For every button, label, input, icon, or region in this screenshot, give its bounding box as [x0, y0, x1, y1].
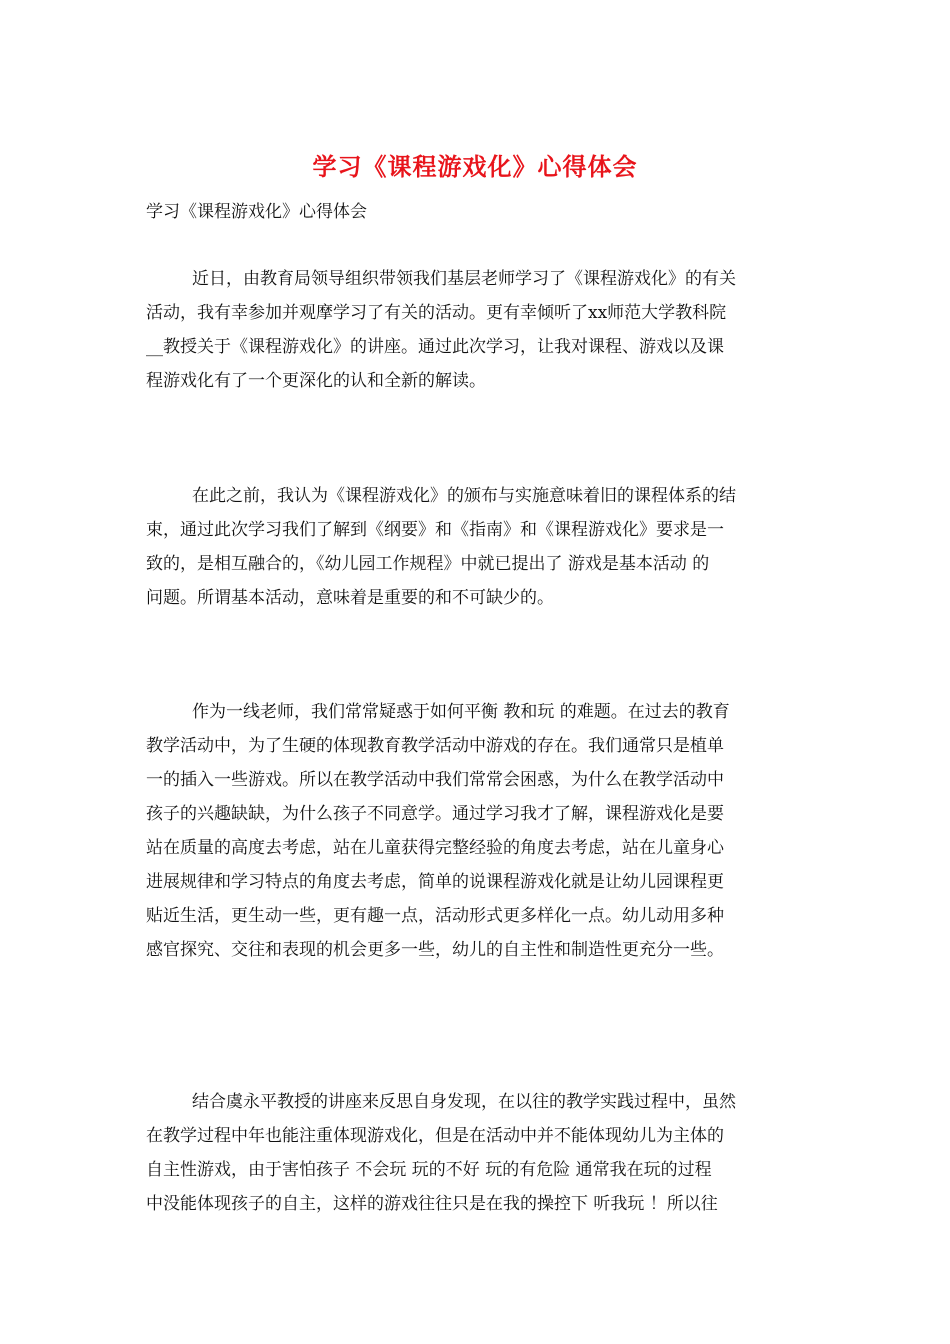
paragraph-line: 近日，由教育局领导组织带领我们基层老师学习了《课程游戏化》的有关	[192, 269, 736, 289]
paragraph-line: 站在质量的高度去考虑，站在儿童获得完整经验的角度去考虑，站在儿童身心	[146, 838, 724, 858]
paragraph-line: 作为一线老师，我们常常疑惑于如何平衡 教和玩 的难题。在过去的教育	[192, 702, 730, 722]
paragraph-line: 在此之前，我认为《课程游戏化》的颁布与实施意味着旧的课程体系的结	[192, 486, 736, 506]
paragraph-line: 程游戏化有了一个更深化的认和全新的解读。	[146, 371, 486, 391]
paragraph-line: 教学活动中，为了生硬的体现教育教学活动中游戏的存在。我们通常只是植单	[146, 736, 724, 756]
document-subtitle: 学习《课程游戏化》心得体会	[146, 202, 367, 222]
paragraph-line: __教授关于《课程游戏化》的讲座。通过此次学习，让我对课程、游戏以及课	[146, 337, 724, 357]
document-title: 学习《课程游戏化》心得体会	[312, 152, 638, 181]
paragraph-line: 致的，是相互融合的，《幼儿园工作规程》中就已提出了 游戏是基本活动 的	[146, 554, 710, 574]
paragraph-line: 中没能体现孩子的自主，这样的游戏往往只是在我的操控下 听我玩 ！所以往	[146, 1194, 718, 1214]
paragraph-2	[146, 479, 810, 615]
paragraph-line: 感官探究、交往和表现的机会更多一些，幼儿的自主性和制造性更充分一些。	[146, 940, 724, 960]
paragraph-line: 一的插入一些游戏。所以在教学活动中我们常常会困惑，为什么在教学活动中	[146, 770, 724, 790]
paragraph-line: 活动，我有幸参加并观摩学习了有关的活动。更有幸倾听了xx师范大学教科院	[146, 303, 727, 323]
paragraph-4	[146, 1085, 810, 1221]
paragraph-3	[146, 695, 810, 967]
paragraph-line: 进展规律和学习特点的角度去考虑，简单的说课程游戏化就是让幼儿园课程更	[146, 872, 724, 892]
paragraph-line: 问题。所谓基本活动，意味着是重要的和不可缺少的。	[146, 588, 554, 608]
paragraph-line: 束，通过此次学习我们了解到《纲要》和《指南》和《课程游戏化》要求是一	[146, 520, 724, 540]
paragraph-line: 贴近生活，更生动一些，更有趣一点，活动形式更多样化一点。幼儿动用多种	[146, 906, 724, 926]
paragraph-line: 自主性游戏，由于害怕孩子 不会玩 玩的不好 玩的有危险 通常我在玩的过程	[146, 1160, 712, 1180]
paragraph-line: 孩子的兴趣缺缺，为什么孩子不同意学。通过学习我才了解，课程游戏化是要	[146, 804, 724, 824]
paragraph-line: 在教学过程中年也能注重体现游戏化，但是在活动中并不能体现幼儿为主体的	[146, 1126, 724, 1146]
paragraph-line: 结合虞永平教授的讲座来反思自身发现，在以往的教学实践过程中，虽然	[192, 1092, 736, 1112]
paragraph-1	[146, 262, 810, 398]
